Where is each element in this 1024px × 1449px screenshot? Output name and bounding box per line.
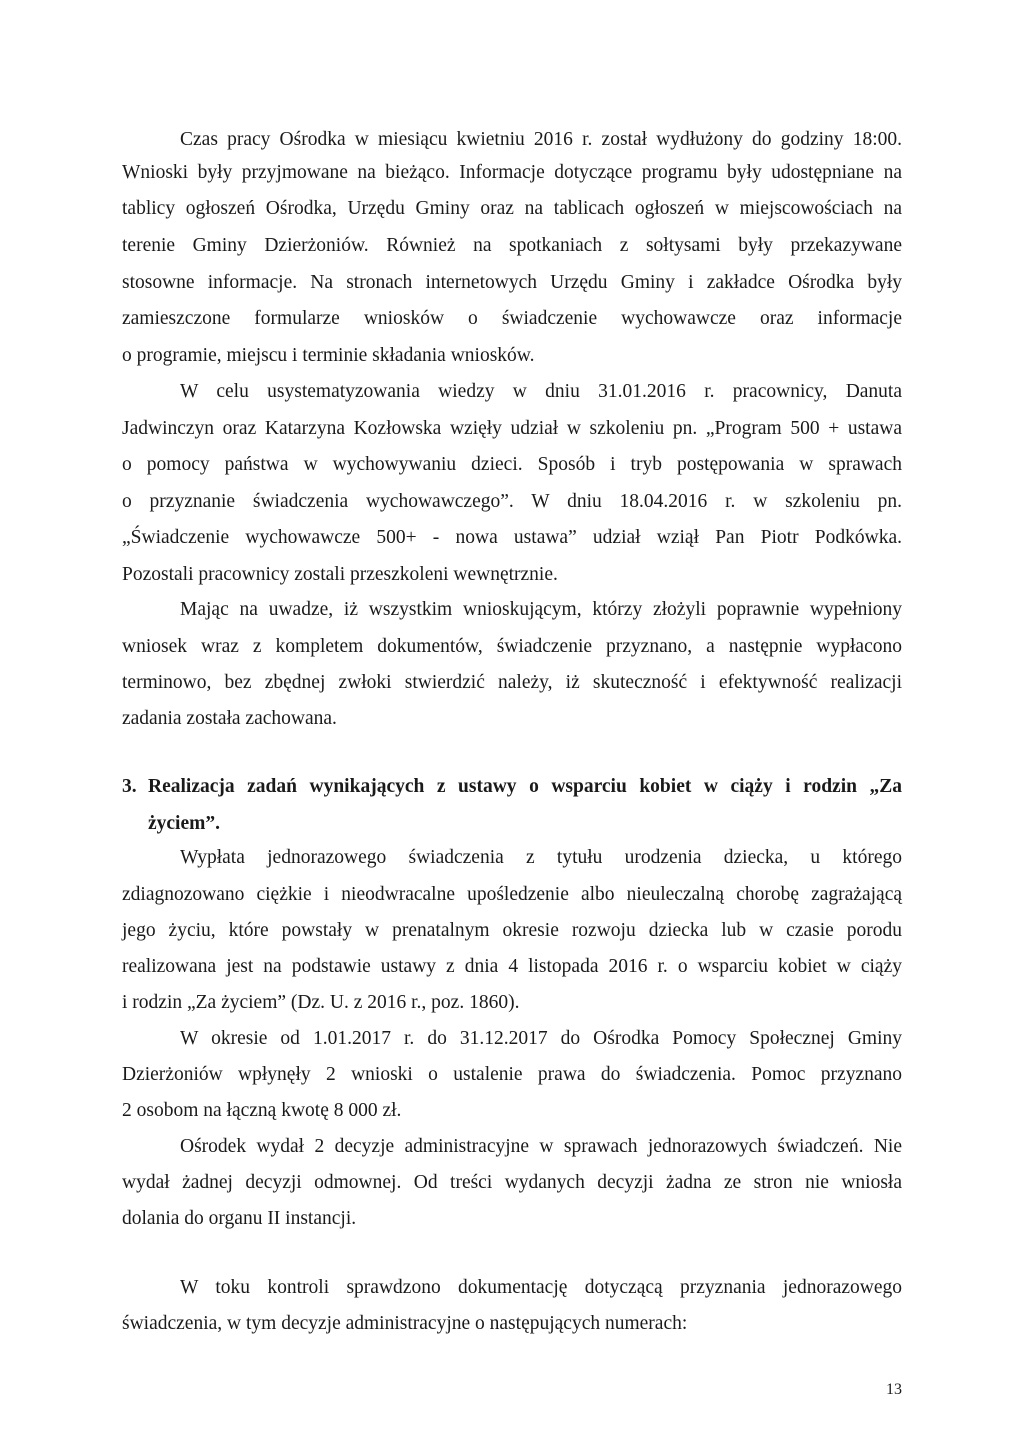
section-number: 3. [122,776,137,797]
paragraph-line: Czas pracy Ośrodka w miesiącu kwietniu 2016 r. został wydłużony do godziny 18:00. [180,129,902,150]
paragraph-line: stosowne informacje. Na stronach internetowych Urzędu Gminy i zakładce Ośrodka były [122,272,902,293]
paragraph-line: W toku kontroli sprawdzono dokumentację dotyczącą przyznania jednorazowego [180,1277,902,1298]
paragraph-line: o przyznanie świadczenia wychowawczego”. W dniu 18.04.2016 r. w szkoleniu pn. [122,491,902,512]
section-heading-continued: życiem”. [148,813,221,834]
paragraph-line: terminowo, bez zbędnej zwłoki stwierdzić należy, iż skuteczność i efektywność realizacji [122,672,902,693]
paragraph-line: o programie, miejscu i terminie składania wniosków. [122,345,535,366]
paragraph-line: W celu usystematyzowania wiedzy w dniu 31.01.2016 r. pracownicy, Danuta [180,381,902,402]
paragraph-line: Pozostali pracownicy zostali przeszkoleni wewnętrznie. [122,564,558,585]
paragraph-line: i rodzin „Za życiem” (Dz. U. z 2016 r., poz. 1860). [122,992,520,1013]
paragraph-line: 2 osobom na łączną kwotę 8 000 zł. [122,1100,402,1121]
section-heading: Realizacja zadań wynikających z ustawy o wsparciu kobiet w ciąży i rodzin „Za [148,776,902,797]
paragraph-line: „Świadczenie wychowawcze 500+ - nowa ustawa” udział wziął Pan Piotr Podkówka. [122,527,902,548]
paragraph-line: Wypłata jednorazowego świadczenia z tytułu urodzenia dziecka, u którego [180,847,902,868]
paragraph-line: zamieszczone formularze wniosków o świadczenie wychowawcze oraz informacje [122,308,902,329]
paragraph-line: zdiagnozowano ciężkie i nieodwracalne upośledzenie albo nieuleczalną chorobę zagrażającą [122,884,902,905]
page-number: 13 [886,1381,902,1398]
paragraph-line: wniosek wraz z kompletem dokumentów, świadczenie przyznano, a następnie wypłacono [122,636,902,657]
paragraph-line: wydał żadnej decyzji odmownej. Od treści wydanych decyzji żadna ze stron nie wniosła [122,1172,902,1193]
paragraph-line: realizowana jest na podstawie ustawy z dnia 4 listopada 2016 r. o wsparciu kobiet w ciąży [122,956,902,977]
paragraph-line: Jadwinczyn oraz Katarzyna Kozłowska wzięły udział w szkoleniu pn. „Program 500 + ustawa [122,418,902,439]
paragraph-line: jego życiu, które powstały w prenatalnym okresie rozwoju dziecka lub w czasie porodu [122,920,902,941]
paragraph-line: terenie Gminy Dzierżoniów. Również na spotkaniach z sołtysami były przekazywane [122,235,902,256]
paragraph-line: W okresie od 1.01.2017 r. do 31.12.2017 do Ośrodka Pomocy Społecznej Gminy [180,1028,902,1049]
paragraph-line: Dzierżoniów wpłynęły 2 wnioski o ustalenie prawa do świadczenia. Pomoc przyznano [122,1064,902,1085]
paragraph-line: Ośrodek wydał 2 decyzje administracyjne w sprawach jednorazowych świadczeń. Nie [180,1136,902,1157]
paragraph-line: Mając na uwadze, iż wszystkim wnioskującym, którzy złożyli poprawnie wypełniony [180,599,902,620]
paragraph-line: świadczenia, w tym decyzje administracyjne o następujących numerach: [122,1313,688,1334]
paragraph-line: Wnioski były przyjmowane na bieżąco. Informacje dotyczące programu były udostępniane na [122,162,902,183]
paragraph-line: zadania została zachowana. [122,708,337,729]
paragraph-line: tablicy ogłoszeń Ośrodka, Urzędu Gminy oraz na tablicach ogłoszeń w miejscowościach na [122,198,902,219]
paragraph-line: dolania do organu II instancji. [122,1208,357,1229]
paragraph-line: o pomocy państwa w wychowywaniu dzieci. Sposób i tryb postępowania w sprawach [122,454,902,475]
